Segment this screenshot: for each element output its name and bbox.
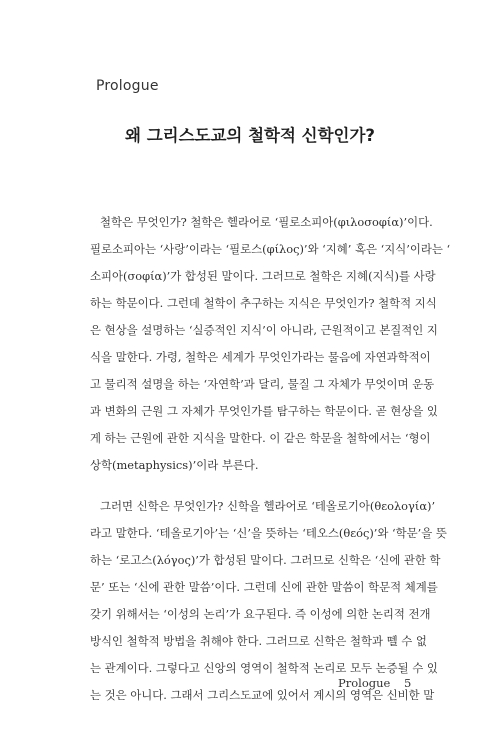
paragraph-line: 는 관계이다. 그렇다고 신앙의 영역이 철학적 논리로 모두 논증될 수 있 [90,661,438,675]
page-number: 5 [404,676,412,690]
paragraph-line: 필로소피아는 ‘사랑’이라는 ‘필로스(φίλος)’와 ‘지혜’ 혹은 ‘지식’이라는 ‘ [90,242,451,256]
paragraph-line: 고 물리적 설명을 하는 ‘자연학’과 달리, 물질 그 자체가 무엇이며 운동 [90,377,435,391]
paragraph-line: 방식인 철학적 방법을 취해야 한다. 그러므로 신학은 철학과 뗄 수 없 [90,634,427,648]
paragraph-line: 은 현상을 설명하는 ‘실증적인 지식’이 아니라, 근원적이고 본질적인 지 [90,323,438,337]
paragraph-line: 철학은 무엇인가? 철학은 헬라어로 ‘필로소피아(φιλοσοφία)’이다. [100,215,433,229]
paragraph-line: 문’ 또는 ‘신에 관한 말씀’이다. 그런데 신에 관한 말씀이 학문적 체계를 [90,580,438,594]
paragraph-line: 소피아(σοφία)’가 합성된 말이다. 그러므로 철학은 지혜(지식)를 사랑 [90,269,436,283]
running-footer-label: Prologue [338,676,391,690]
section-label: Prologue [96,78,159,94]
paragraph-line: 하는 학문이다. 그런데 철학이 추구하는 지식은 무엇인가? 철학적 지식 [90,296,437,310]
paragraph-line: 게 하는 근원에 관한 지식을 말한다. 이 같은 학문을 철학에서는 ‘형이 [90,431,431,445]
paragraph-line: 갖기 위해서는 ‘이성의 논리’가 요구된다. 즉 이성에 의한 논리적 전개 [90,607,431,621]
paragraph-line: 과 변화의 근원 그 자체가 무엇인가를 탐구하는 학문이다. 곧 현상을 있 [90,404,438,418]
paragraph-line: 라고 말한다. ‘테올로기아’는 ‘신’을 뜻하는 ‘테오스(θεός)’와 ‘학문’을 뜻 [90,526,447,540]
paragraph-line: 식을 말한다. 가령, 철학은 세계가 무엇인가라는 물음에 자연과학적이 [90,350,431,364]
paragraph-line: 그러면 신학은 무엇인가? 신학을 헬라어로 ‘테올로기아(θεολογία)’ [100,499,436,513]
paragraph-line: 는 것은 아니다. 그래서 그리스도교에 있어서 계시의 영역은 신비한 말 [90,688,435,702]
paragraph-line: 상학(metaphysics)’이라 부른다. [90,458,259,472]
chapter-title: 왜 그리스도교의 철학적 신학인가? [125,126,375,145]
paragraph-line: 하는 ‘로고스(λόγος)’가 합성된 말이다. 그러므로 신학은 ‘신에 관한 학 [90,553,441,567]
